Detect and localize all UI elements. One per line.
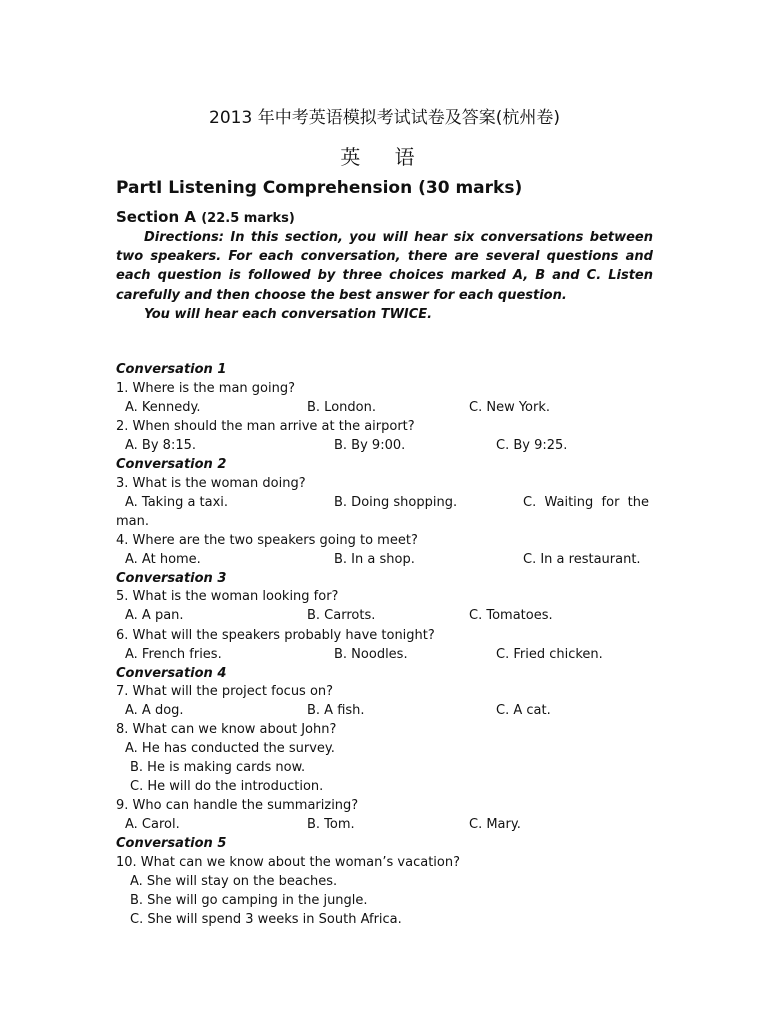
q4-option-c: C. In a restaurant.	[523, 552, 641, 567]
q2-option-c: C. By 9:25.	[496, 438, 568, 453]
q6-option-a: A. French fries.	[125, 647, 222, 662]
section-marks: (22.5 marks)	[201, 211, 295, 226]
q4-option-b: B. In a shop.	[334, 552, 415, 567]
question-4: 4. Where are the two speakers going to meet?	[116, 533, 418, 548]
q3-option-a: A. Taking a taxi.	[125, 495, 229, 510]
q1-option-c: C. New York.	[469, 400, 551, 415]
conversation-heading: Conversation 2	[116, 457, 227, 472]
question-2: 2. When should the man arrive at the airport?	[116, 419, 415, 434]
question-7: 7. What will the project focus on?	[116, 684, 334, 699]
q10-option-a: A. She will stay on the beaches.	[130, 874, 338, 889]
exam-title: 2013 年中考英语模拟考试试卷及答案(杭州卷)	[209, 108, 560, 128]
section-heading	[116, 208, 295, 226]
conversation-heading: Conversation 1	[116, 362, 227, 377]
directions-block	[116, 228, 653, 324]
part-heading: PartI Listening Comprehension (30 marks)	[116, 178, 523, 198]
q8-option-b: B. He is making cards now.	[130, 760, 306, 775]
question-1: 1. Where is the man going?	[116, 381, 296, 396]
q1-option-a: A. Kennedy.	[125, 400, 201, 415]
q7-option-a: A. A dog.	[125, 703, 184, 718]
q6-option-c: C. Fried chicken.	[496, 647, 603, 662]
question-3: 3. What is the woman doing?	[116, 476, 306, 491]
q5-option-c: C. Tomatoes.	[469, 608, 553, 623]
twice-note: You will hear each conversation TWICE.	[144, 306, 433, 322]
question-9: 9. Who can handle the summarizing?	[116, 798, 359, 813]
conversation-heading: Conversation 4	[116, 666, 227, 681]
q9-option-c: C. Mary.	[469, 817, 521, 832]
q3-option-b: B. Doing shopping.	[334, 495, 458, 510]
q8-option-a: A. He has conducted the survey.	[125, 741, 335, 756]
q9-option-b: B. Tom.	[307, 817, 355, 832]
section-title: Section A	[116, 208, 196, 226]
q2-option-a: A. By 8:15.	[125, 438, 196, 453]
question-5: 5. What is the woman looking for?	[116, 589, 339, 604]
q3-option-c-continued: man.	[116, 514, 150, 529]
q5-option-b: B. Carrots.	[307, 608, 376, 623]
q2-option-b: B. By 9:00.	[334, 438, 406, 453]
q9-option-a: A. Carol.	[125, 817, 180, 832]
q5-option-a: A. A pan.	[125, 608, 184, 623]
q4-option-a: A. At home.	[125, 552, 201, 567]
q10-option-c: C. She will spend 3 weeks in South Africa.	[130, 912, 402, 927]
q7-option-b: B. A fish.	[307, 703, 365, 718]
q8-option-c: C. He will do the introduction.	[130, 779, 324, 794]
q7-option-c: C. A cat.	[496, 703, 551, 718]
q6-option-b: B. Noodles.	[334, 647, 408, 662]
q1-option-b: B. London.	[307, 400, 376, 415]
question-8: 8. What can we know about John?	[116, 722, 337, 737]
conversation-heading: Conversation 5	[116, 836, 227, 851]
subject-title: 英 语	[340, 145, 429, 169]
directions-text: Directions: In this section, you will hear six conversations between two speakers. For each conversation, there are several questions and each question is followed by three choices marked A, B and C. Listen carefully and then choose the best answer for each question.	[116, 230, 653, 303]
question-6: 6. What will the speakers probably have tonight?	[116, 628, 435, 643]
q3-option-c: C. Waiting for the	[523, 495, 650, 510]
question-10: 10. What can we know about the woman’s vacation?	[116, 855, 461, 870]
q10-option-b: B. She will go camping in the jungle.	[130, 893, 368, 908]
conversation-heading: Conversation 3	[116, 571, 227, 586]
